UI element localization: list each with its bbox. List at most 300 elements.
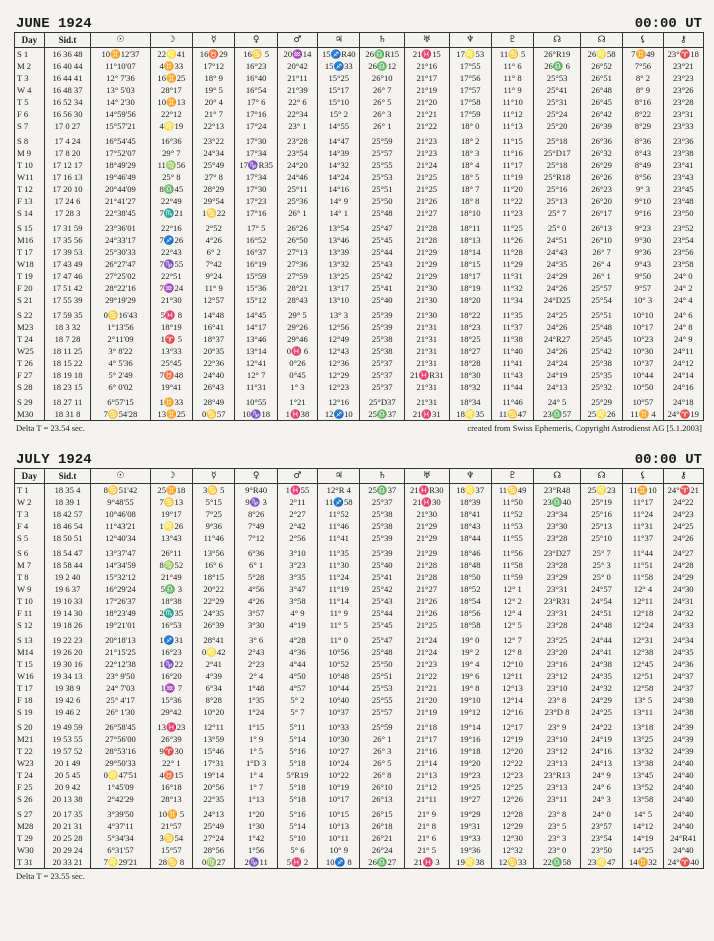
june-value-cell: 26°17	[580, 207, 622, 219]
june-value-cell: 24°35	[534, 258, 581, 270]
july-value-cell: 12°29	[491, 820, 533, 832]
june-value-cell: 21°31	[405, 321, 450, 333]
july-value-cell: 14♊32	[623, 856, 663, 869]
july-value-cell: 21°20	[405, 694, 450, 706]
july-value-cell: 23° 9'50	[91, 670, 150, 682]
july-value-cell: 19°33	[449, 832, 491, 844]
june-value-cell: 11°37	[491, 321, 533, 333]
june-value-cell: 26°10	[360, 72, 405, 84]
july-value-cell: 24°38	[580, 658, 622, 670]
june-value-cell: 17 55 39	[44, 294, 91, 306]
june-value-cell: 22°34	[277, 108, 317, 120]
june-row	[15, 258, 704, 270]
june-value-cell: 24°46	[277, 171, 317, 183]
june-value-cell: 28°49	[193, 393, 235, 408]
june-row	[15, 357, 704, 369]
june-value-cell: 25°31	[534, 96, 581, 108]
july-value-cell: 24°38	[663, 694, 703, 706]
june-value-cell: 17°57	[449, 84, 491, 96]
june-value-cell: 11°12	[491, 108, 533, 120]
july-value-cell: 8♋51'42	[91, 484, 150, 497]
june-value-cell: 24° 5	[534, 393, 581, 408]
july-value-cell: 5°16	[277, 805, 317, 820]
july-day-cell: M28	[15, 820, 45, 832]
july-value-cell: 11°51	[623, 559, 663, 571]
july-value-cell: 5°16	[277, 745, 317, 757]
july-day-cell: W30	[15, 844, 45, 856]
july-value-cell: 18°58	[449, 619, 491, 631]
july-value-cell: 19°18	[449, 745, 491, 757]
june-value-cell: 21°29	[405, 270, 450, 282]
july-day-cell: M21	[15, 733, 45, 745]
july-value-cell: 4°57	[277, 682, 317, 694]
june-value-cell: 26°R19	[534, 48, 581, 61]
june-value-cell: 2°11'09	[91, 333, 150, 345]
june-value-cell: 22°12	[150, 108, 192, 120]
july-value-cell: 26°11	[150, 544, 192, 559]
june-value-cell: 12°29	[318, 369, 360, 381]
june-day-cell: S 8	[15, 132, 45, 147]
june-value-cell: 26♎12	[360, 60, 405, 72]
july-value-cell: 10°30	[318, 733, 360, 745]
july-value-cell: 12°24	[623, 619, 663, 631]
june-value-cell: 17♑R35	[235, 159, 277, 171]
july-value-cell: 21°25	[405, 619, 450, 631]
june-value-cell: 20° 4	[193, 96, 235, 108]
july-value-cell: 16°20	[150, 670, 192, 682]
july-value-cell: 24°57	[580, 583, 622, 595]
june-value-cell: 11° 9	[193, 282, 235, 294]
june-value-cell: 21°29	[405, 246, 450, 258]
july-value-cell: 12°30	[491, 832, 533, 844]
june-value-cell: 26♎ 6	[534, 60, 581, 72]
june-value-cell: 18°15	[449, 258, 491, 270]
july-value-cell: 8♍52	[150, 559, 192, 571]
july-value-cell: 28°41	[193, 631, 235, 646]
july-value-cell: 19° 6	[449, 670, 491, 682]
june-value-cell: 16♋ 5	[235, 48, 277, 61]
july-value-cell: 19°36	[449, 844, 491, 856]
july-value-cell: 12°20	[491, 745, 533, 757]
july-value-cell: 26°39	[150, 733, 192, 745]
june-value-cell: 21°31	[405, 357, 450, 369]
july-value-cell: 21°21	[405, 682, 450, 694]
july-value-cell: 23°R13	[534, 769, 581, 781]
july-value-cell: 3°57	[235, 607, 277, 619]
june-value-cell: 12° 7	[235, 369, 277, 381]
july-value-cell: 27°24	[193, 832, 235, 844]
june-value-cell: 1♈ 5	[150, 333, 192, 345]
june-day-cell: T 12	[15, 183, 45, 195]
july-value-cell: 24°25	[663, 520, 703, 532]
june-value-cell: 21°30	[405, 282, 450, 294]
july-value-cell: 12°13	[491, 682, 533, 694]
july-value-cell: 14° 5	[623, 805, 663, 820]
june-value-cell: 16♉29	[193, 48, 235, 61]
july-value-cell: 18 35 4	[44, 484, 91, 497]
july-value-cell: 12°R 4	[318, 484, 360, 497]
june-day-cell: F 13	[15, 195, 45, 207]
june-value-cell: 12° 7'36	[91, 72, 150, 84]
july-value-cell: 23°12	[534, 670, 581, 682]
june-value-cell: 10°30	[623, 345, 663, 357]
july-value-cell: 23°11	[534, 793, 581, 805]
june-value-cell: 0♋16'43	[91, 306, 150, 321]
july-value-cell: 2°27	[277, 508, 317, 520]
july-value-cell: 21°17	[405, 733, 450, 745]
july-value-cell: 21°24	[405, 646, 450, 658]
july-value-cell: 21° 6	[405, 832, 450, 844]
july-col-header: ♃	[318, 469, 360, 484]
june-value-cell: 26°43	[193, 381, 235, 393]
july-value-cell: 25°40	[360, 559, 405, 571]
june-value-cell: 28°17	[150, 84, 192, 96]
july-value-cell: 13°56	[193, 544, 235, 559]
july-value-cell: 13°59	[193, 733, 235, 745]
june-value-cell: 11°46	[491, 393, 533, 408]
june-value-cell: 9°23	[623, 219, 663, 234]
july-value-cell: 21°16	[405, 745, 450, 757]
july-day-cell: F 4	[15, 520, 45, 532]
june-value-cell: 8°49	[623, 159, 663, 171]
july-value-cell: 21°28	[405, 571, 450, 583]
june-value-cell: 0♓ 6	[277, 345, 317, 357]
july-value-cell: 5°18	[277, 781, 317, 793]
july-value-cell: 25°38	[360, 508, 405, 520]
july-value-cell: 2°42'29	[91, 793, 150, 805]
july-value-cell: 11°59	[491, 571, 533, 583]
july-value-cell: 11°58	[623, 571, 663, 583]
june-value-cell: 27° 8	[193, 171, 235, 183]
june-value-cell: 17°34	[235, 171, 277, 183]
july-value-cell: 23°R31	[534, 595, 581, 607]
july-col-header: ⚷	[663, 469, 703, 484]
june-title: JUNE 1924	[16, 16, 92, 32]
june-value-cell: 22°36	[193, 357, 235, 369]
june-value-cell: 17 8 20	[44, 147, 91, 159]
june-value-cell: 11♋47	[491, 408, 533, 421]
july-value-cell: 19 42 6	[44, 694, 91, 706]
june-day-cell: W18	[15, 258, 45, 270]
july-value-cell: 1♒ 7	[150, 682, 192, 694]
july-value-cell: 23°10	[534, 682, 581, 694]
july-value-cell: 11♐58	[318, 496, 360, 508]
july-value-cell: 20 17 35	[44, 805, 91, 820]
june-value-cell: 16°19	[235, 258, 277, 270]
july-day-cell: T 17	[15, 682, 45, 694]
july-value-cell: 5°11	[277, 718, 317, 733]
july-value-cell: 11°24	[318, 571, 360, 583]
july-value-cell: 12° 1	[491, 583, 533, 595]
july-value-cell: 24°27	[663, 544, 703, 559]
july-value-cell: 23° 5	[534, 820, 581, 832]
july-value-cell: 25°53	[360, 682, 405, 694]
july-value-cell: 12°25	[491, 781, 533, 793]
july-value-cell: 1° 5	[235, 745, 277, 757]
june-value-cell: 21°31	[405, 381, 450, 393]
july-value-cell: 11°46	[318, 520, 360, 532]
june-value-cell: 11°19	[491, 171, 533, 183]
july-value-cell: 24° 9	[580, 769, 622, 781]
july-value-cell: 0♌47'51	[91, 769, 150, 781]
july-value-cell: 17°26'37	[91, 595, 150, 607]
july-value-cell: 11°19	[318, 583, 360, 595]
june-value-cell: 1♋22	[193, 207, 235, 219]
june-value-cell: 25°48	[360, 207, 405, 219]
june-value-cell: 21°39	[277, 84, 317, 96]
june-value-cell: 12°41	[235, 357, 277, 369]
july-value-cell: 26° 1'30	[91, 706, 150, 718]
june-value-cell: 18°10	[449, 207, 491, 219]
june-value-cell: 17 20 10	[44, 183, 91, 195]
july-value-cell: 19 2 40	[44, 571, 91, 583]
june-value-cell: 25°44	[360, 246, 405, 258]
july-value-cell: 18°54	[449, 595, 491, 607]
june-value-cell: 28°21	[277, 282, 317, 294]
june-value-cell: 17 31 59	[44, 219, 91, 234]
july-value-cell: 14°19	[623, 832, 663, 844]
june-day-cell: F 6	[15, 108, 45, 120]
july-value-cell: 6°31'57	[91, 844, 150, 856]
july-value-cell: 22°35	[193, 793, 235, 805]
june-value-cell: 28°22'16	[91, 282, 150, 294]
july-value-cell: 12° 5	[491, 619, 533, 631]
july-value-cell: 18°38	[150, 595, 192, 607]
july-value-cell: 21°57	[150, 820, 192, 832]
july-value-cell: 4°37'11	[91, 820, 150, 832]
june-value-cell: 0°26	[277, 357, 317, 369]
july-value-cell: 1°56	[235, 844, 277, 856]
june-day-cell: F 27	[15, 369, 45, 381]
july-value-cell: 19°25	[449, 781, 491, 793]
july-value-cell: 25°59	[360, 718, 405, 733]
july-value-cell: 1° 9	[235, 733, 277, 745]
july-value-cell: 25°19	[580, 496, 622, 508]
july-value-cell: 24°32	[663, 607, 703, 619]
ephemeris-page	[14, 10, 704, 882]
june-value-cell: 16°37	[235, 246, 277, 258]
july-value-cell: 17°31	[193, 757, 235, 769]
june-value-cell: 13°46	[318, 234, 360, 246]
july-value-cell: 26°15	[360, 805, 405, 820]
july-value-cell: 29°50'33	[91, 757, 150, 769]
july-row	[15, 793, 704, 805]
june-value-cell: 11°31	[235, 381, 277, 393]
june-value-cell: 17° 6	[235, 96, 277, 108]
july-row	[15, 607, 704, 619]
june-table	[14, 32, 704, 421]
june-value-cell: 16 48 37	[44, 84, 91, 96]
june-value-cell: 11°10	[491, 96, 533, 108]
july-value-cell: 25° 3	[580, 559, 622, 571]
june-value-cell: 1♊33	[150, 393, 192, 408]
june-col-header: ♇	[491, 33, 533, 48]
june-value-cell: 26°42	[580, 108, 622, 120]
june-row	[15, 72, 704, 84]
july-value-cell: 16°23	[150, 646, 192, 658]
july-value-cell: 10°46'08	[91, 508, 150, 520]
july-value-cell: 23° 8	[534, 694, 581, 706]
july-value-cell: 21° 5	[405, 844, 450, 856]
july-value-cell: 15°36	[150, 694, 192, 706]
june-value-cell: 26°36	[580, 132, 622, 147]
july-value-cell: 5°15	[193, 496, 235, 508]
july-value-cell: 15°46	[193, 745, 235, 757]
july-day-cell: S 27	[15, 805, 45, 820]
june-value-cell: 25°D17	[534, 147, 581, 159]
july-day-cell: M 7	[15, 559, 45, 571]
june-row	[15, 321, 704, 333]
june-value-cell: 8°22	[623, 108, 663, 120]
june-value-cell: 25°16	[534, 183, 581, 195]
june-value-cell: 18°28	[449, 357, 491, 369]
july-value-cell: 18°23'49	[91, 607, 150, 619]
july-value-cell: 21°14	[405, 757, 450, 769]
july-value-cell: 19 30 16	[44, 658, 91, 670]
june-value-cell: 26° 3	[360, 108, 405, 120]
june-value-cell: 26°52	[580, 60, 622, 72]
june-value-cell: 16 52 34	[44, 96, 91, 108]
june-value-cell: 17♌53	[449, 48, 491, 61]
june-value-cell: 23°50	[663, 207, 703, 219]
july-value-cell: 23°28	[534, 619, 581, 631]
june-value-cell: 8°16	[623, 96, 663, 108]
july-value-cell: 26°39	[193, 619, 235, 631]
june-value-cell: 13°10	[318, 294, 360, 306]
july-day-cell: W23	[15, 757, 45, 769]
july-value-cell: 24°R41	[663, 832, 703, 844]
june-value-cell: 18°32	[449, 381, 491, 393]
june-value-cell: 10♊13	[150, 96, 192, 108]
july-value-cell: 1°24	[235, 706, 277, 718]
june-row	[15, 183, 704, 195]
july-value-cell: 18 50 51	[44, 532, 91, 544]
june-value-cell: 24°18	[663, 393, 703, 408]
june-value-cell: 18°27	[449, 345, 491, 357]
june-value-cell: 8°43	[623, 147, 663, 159]
july-value-cell: 21° 8	[405, 820, 450, 832]
june-value-cell: 14°32	[318, 159, 360, 171]
june-value-cell: 27°13	[277, 246, 317, 258]
june-value-cell: 12°36	[318, 357, 360, 369]
july-value-cell: 10°40	[318, 694, 360, 706]
june-value-cell: 25°45	[360, 234, 405, 246]
june-value-cell: 22♌41	[150, 48, 192, 61]
june-value-cell: 25°38	[580, 357, 622, 369]
june-day-cell: S 15	[15, 219, 45, 234]
june-value-cell: 16°54	[235, 84, 277, 96]
june-value-cell: 11°35	[491, 306, 533, 321]
july-value-cell: 13°37'47	[91, 544, 150, 559]
june-value-cell: 17° 5	[235, 219, 277, 234]
june-value-cell: 18° 7	[449, 183, 491, 195]
july-value-cell: 25♎37	[360, 484, 405, 497]
july-value-cell: 13°25	[623, 733, 663, 745]
june-value-cell: 18°22	[449, 306, 491, 321]
july-value-cell: 24°34	[663, 631, 703, 646]
july-value-cell: 9°48'55	[91, 496, 150, 508]
june-day-cell: T 26	[15, 357, 45, 369]
july-value-cell: 20°22	[193, 583, 235, 595]
july-value-cell: 5♓ 2	[277, 856, 317, 869]
july-value-cell: 5°14	[277, 733, 317, 745]
june-value-cell: 9° 3	[623, 183, 663, 195]
july-value-cell: 21°26	[405, 595, 450, 607]
june-value-cell: 11°26	[491, 234, 533, 246]
june-value-cell: 11° 8	[491, 72, 533, 84]
june-value-cell: 26°27'47	[91, 258, 150, 270]
july-value-cell: 24°54	[580, 595, 622, 607]
july-value-cell: 12° 8	[491, 646, 533, 658]
july-value-cell: 24°16	[580, 745, 622, 757]
june-value-cell: 29°19'29	[91, 294, 150, 306]
june-row	[15, 333, 704, 345]
june-value-cell: 25°20	[534, 120, 581, 132]
june-value-cell: 22°16	[150, 219, 192, 234]
june-value-cell: 8° 9	[623, 84, 663, 96]
july-value-cell: 10°15	[318, 805, 360, 820]
june-value-cell: 16 44 41	[44, 72, 91, 84]
june-value-cell: 16 40 44	[44, 60, 91, 72]
june-value-cell: 18°19	[150, 321, 192, 333]
july-value-cell: 2°56	[277, 532, 317, 544]
june-value-cell: 12°56	[318, 321, 360, 333]
july-value-cell: 19 38 9	[44, 682, 91, 694]
july-row	[15, 781, 704, 793]
june-value-cell: 25°37	[360, 369, 405, 381]
june-day-cell: T 5	[15, 96, 45, 108]
july-value-cell: 24°40	[663, 757, 703, 769]
june-value-cell: 10°57	[623, 393, 663, 408]
july-value-cell: 19° 2	[449, 646, 491, 658]
july-value-cell: 24°40	[663, 781, 703, 793]
june-value-cell: 9°10	[623, 195, 663, 207]
june-value-cell: 10°44	[623, 369, 663, 381]
june-value-cell: 11°34	[491, 294, 533, 306]
july-value-cell: 25°47	[360, 631, 405, 646]
july-value-cell: 7♋13	[150, 496, 192, 508]
july-value-cell: 25♊18	[150, 484, 192, 497]
june-value-cell: 25°49	[193, 159, 235, 171]
july-value-cell: 19 18 26	[44, 619, 91, 631]
june-day-cell: M23	[15, 321, 45, 333]
june-value-cell: 17 43 49	[44, 258, 91, 270]
july-value-cell: 21°19	[405, 706, 450, 718]
july-value-cell: 25° 0	[580, 571, 622, 583]
june-value-cell: 21°22	[405, 120, 450, 132]
july-value-cell: 12°18	[623, 607, 663, 619]
june-value-cell: 26°50	[277, 234, 317, 246]
july-value-cell: 12°17	[491, 718, 533, 733]
june-value-cell: 23°45	[663, 183, 703, 195]
june-value-cell: 25°29	[580, 393, 622, 408]
july-value-cell: 4°36	[277, 646, 317, 658]
june-value-cell: 7♊49	[623, 48, 663, 61]
july-value-cell: 21°29	[405, 532, 450, 544]
july-value-cell: 10°44	[318, 682, 360, 694]
june-value-cell: 25°38	[360, 333, 405, 345]
june-value-cell: 18 3 32	[44, 321, 91, 333]
june-value-cell: 13°54	[318, 219, 360, 234]
july-value-cell: 19° 8	[449, 682, 491, 694]
july-day-cell: F 25	[15, 781, 45, 793]
july-value-cell: 21°49	[150, 571, 192, 583]
july-value-cell: 24°44	[580, 631, 622, 646]
july-day-cell: S 26	[15, 793, 45, 805]
june-value-cell: 24°29	[534, 270, 581, 282]
june-value-cell: 23°31	[663, 108, 703, 120]
june-value-cell: 17 16 13	[44, 171, 91, 183]
